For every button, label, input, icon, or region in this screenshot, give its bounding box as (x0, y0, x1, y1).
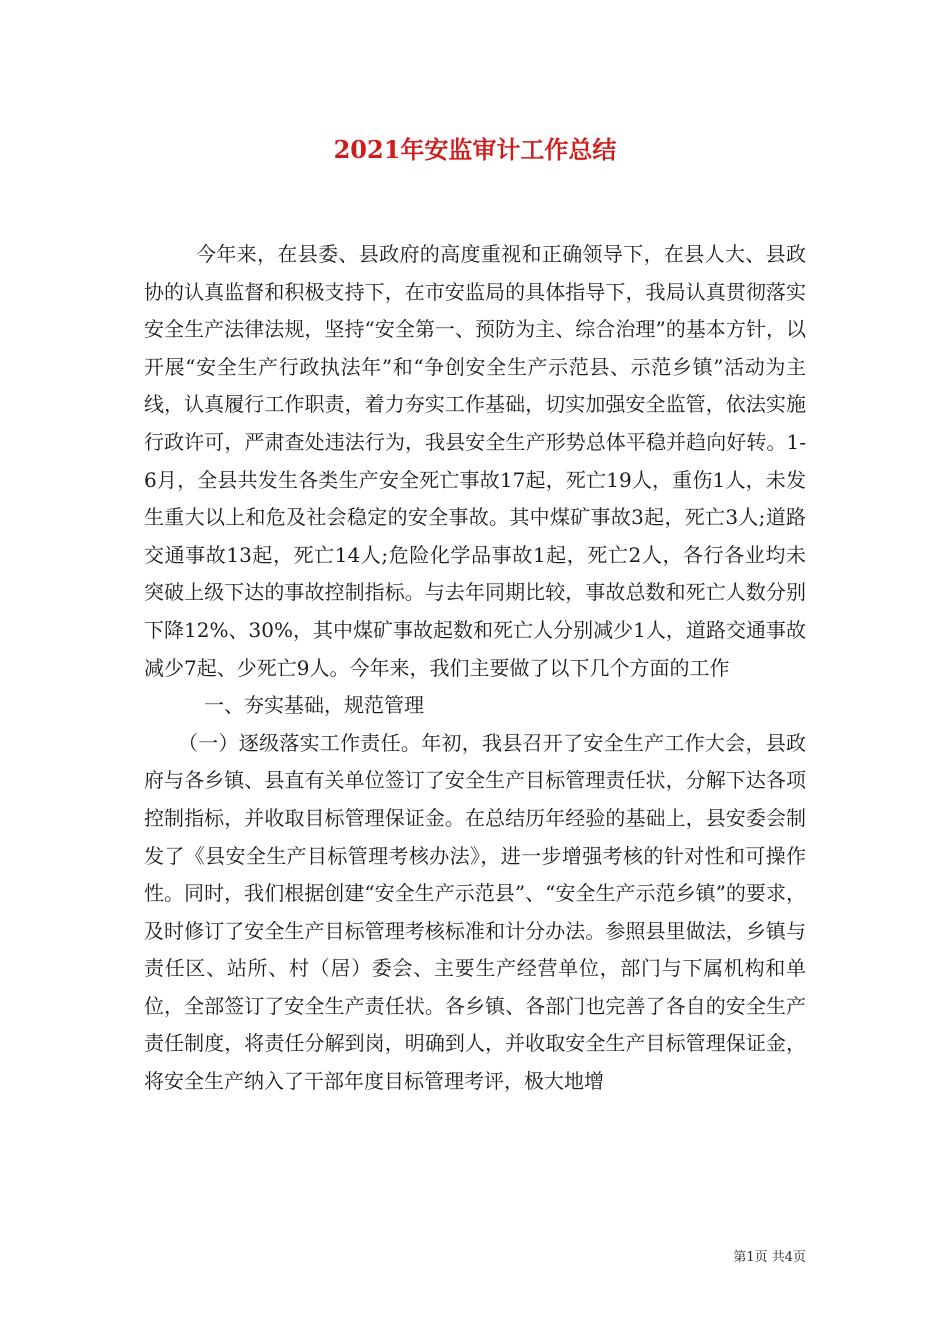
page-footer (733, 1246, 806, 1265)
subsection-paragraph: （一）逐级落实工作责任。年初，我县召开了安全生产工作大会，县政府与各乡镇、县直有关单位签订了安全生产目标管理责任状，分解下达各项控制指标，并收取目标管理保证金。在总结历年经验的基础上，县安委会制发了《县安全生产目标管理考核办法》，进一步增强考核的针对性和可操作性。同时，我们根据创建“安全生产示范县”、“安全生产示范乡镇”的要求，及时修订了安全生产目标管理考核标准和计分办法。参照县里做法，乡镇与责任区、站所、村（居）委会、主要生产经营单位，部门与下属机构和单位，全部签订了安全生产责任状。各乡镇、各部门也完善了各自的安全生产责任制度，将责任分解到岗，明确到人，并收取安全生产目标管理保证金，将安全生产纳入了干部年度目标管理考评，极大地增 (144, 730, 806, 1094)
section-heading: 一、夯实基础，规范管理 (204, 693, 424, 718)
page-indicator: 第1页 共4页 (733, 1250, 806, 1265)
intro-paragraph: 今年来，在县委、县政府的高度重视和正确领导下，在县人大、县政协的认真监督和积极支持下，在市安监局的具体指导下，我局认真贯彻落实安全生产法律法规，坚持“安全第一、预防为主、综合治理”的基本方针，以开展“安全生产行政执法年”和“争创安全生产示范县、示范乡镇”活动为主线，认真履行工作职责，着力夯实工作基础，切实加强安全监管，依法实施行政许可，严肃查处违法行为，我县安全生产形势总体平稳并趋向好转。1-6月，全县共发生各类生产安全死亡事故17起，死亡19人，重伤1人，未发生重大以上和危及社会稳定的安全事故。其中煤矿事故3起，死亡3人;道路交通事故13起，死亡14人;危险化学品事故1起，死亡2人，各行各业均未突破上级下达的事故控制指标。与去年同期比较，事故总数和死亡人数分别下降12%、30%，其中煤矿事故起数和死亡人分别减少1人，道路交通事故减少7起、少死亡9人。今年来，我们主要做了以下几个方面的工作 (144, 242, 806, 680)
document-title: 2021年安监审计工作总结 (333, 135, 617, 164)
document-body (144, 236, 806, 1101)
